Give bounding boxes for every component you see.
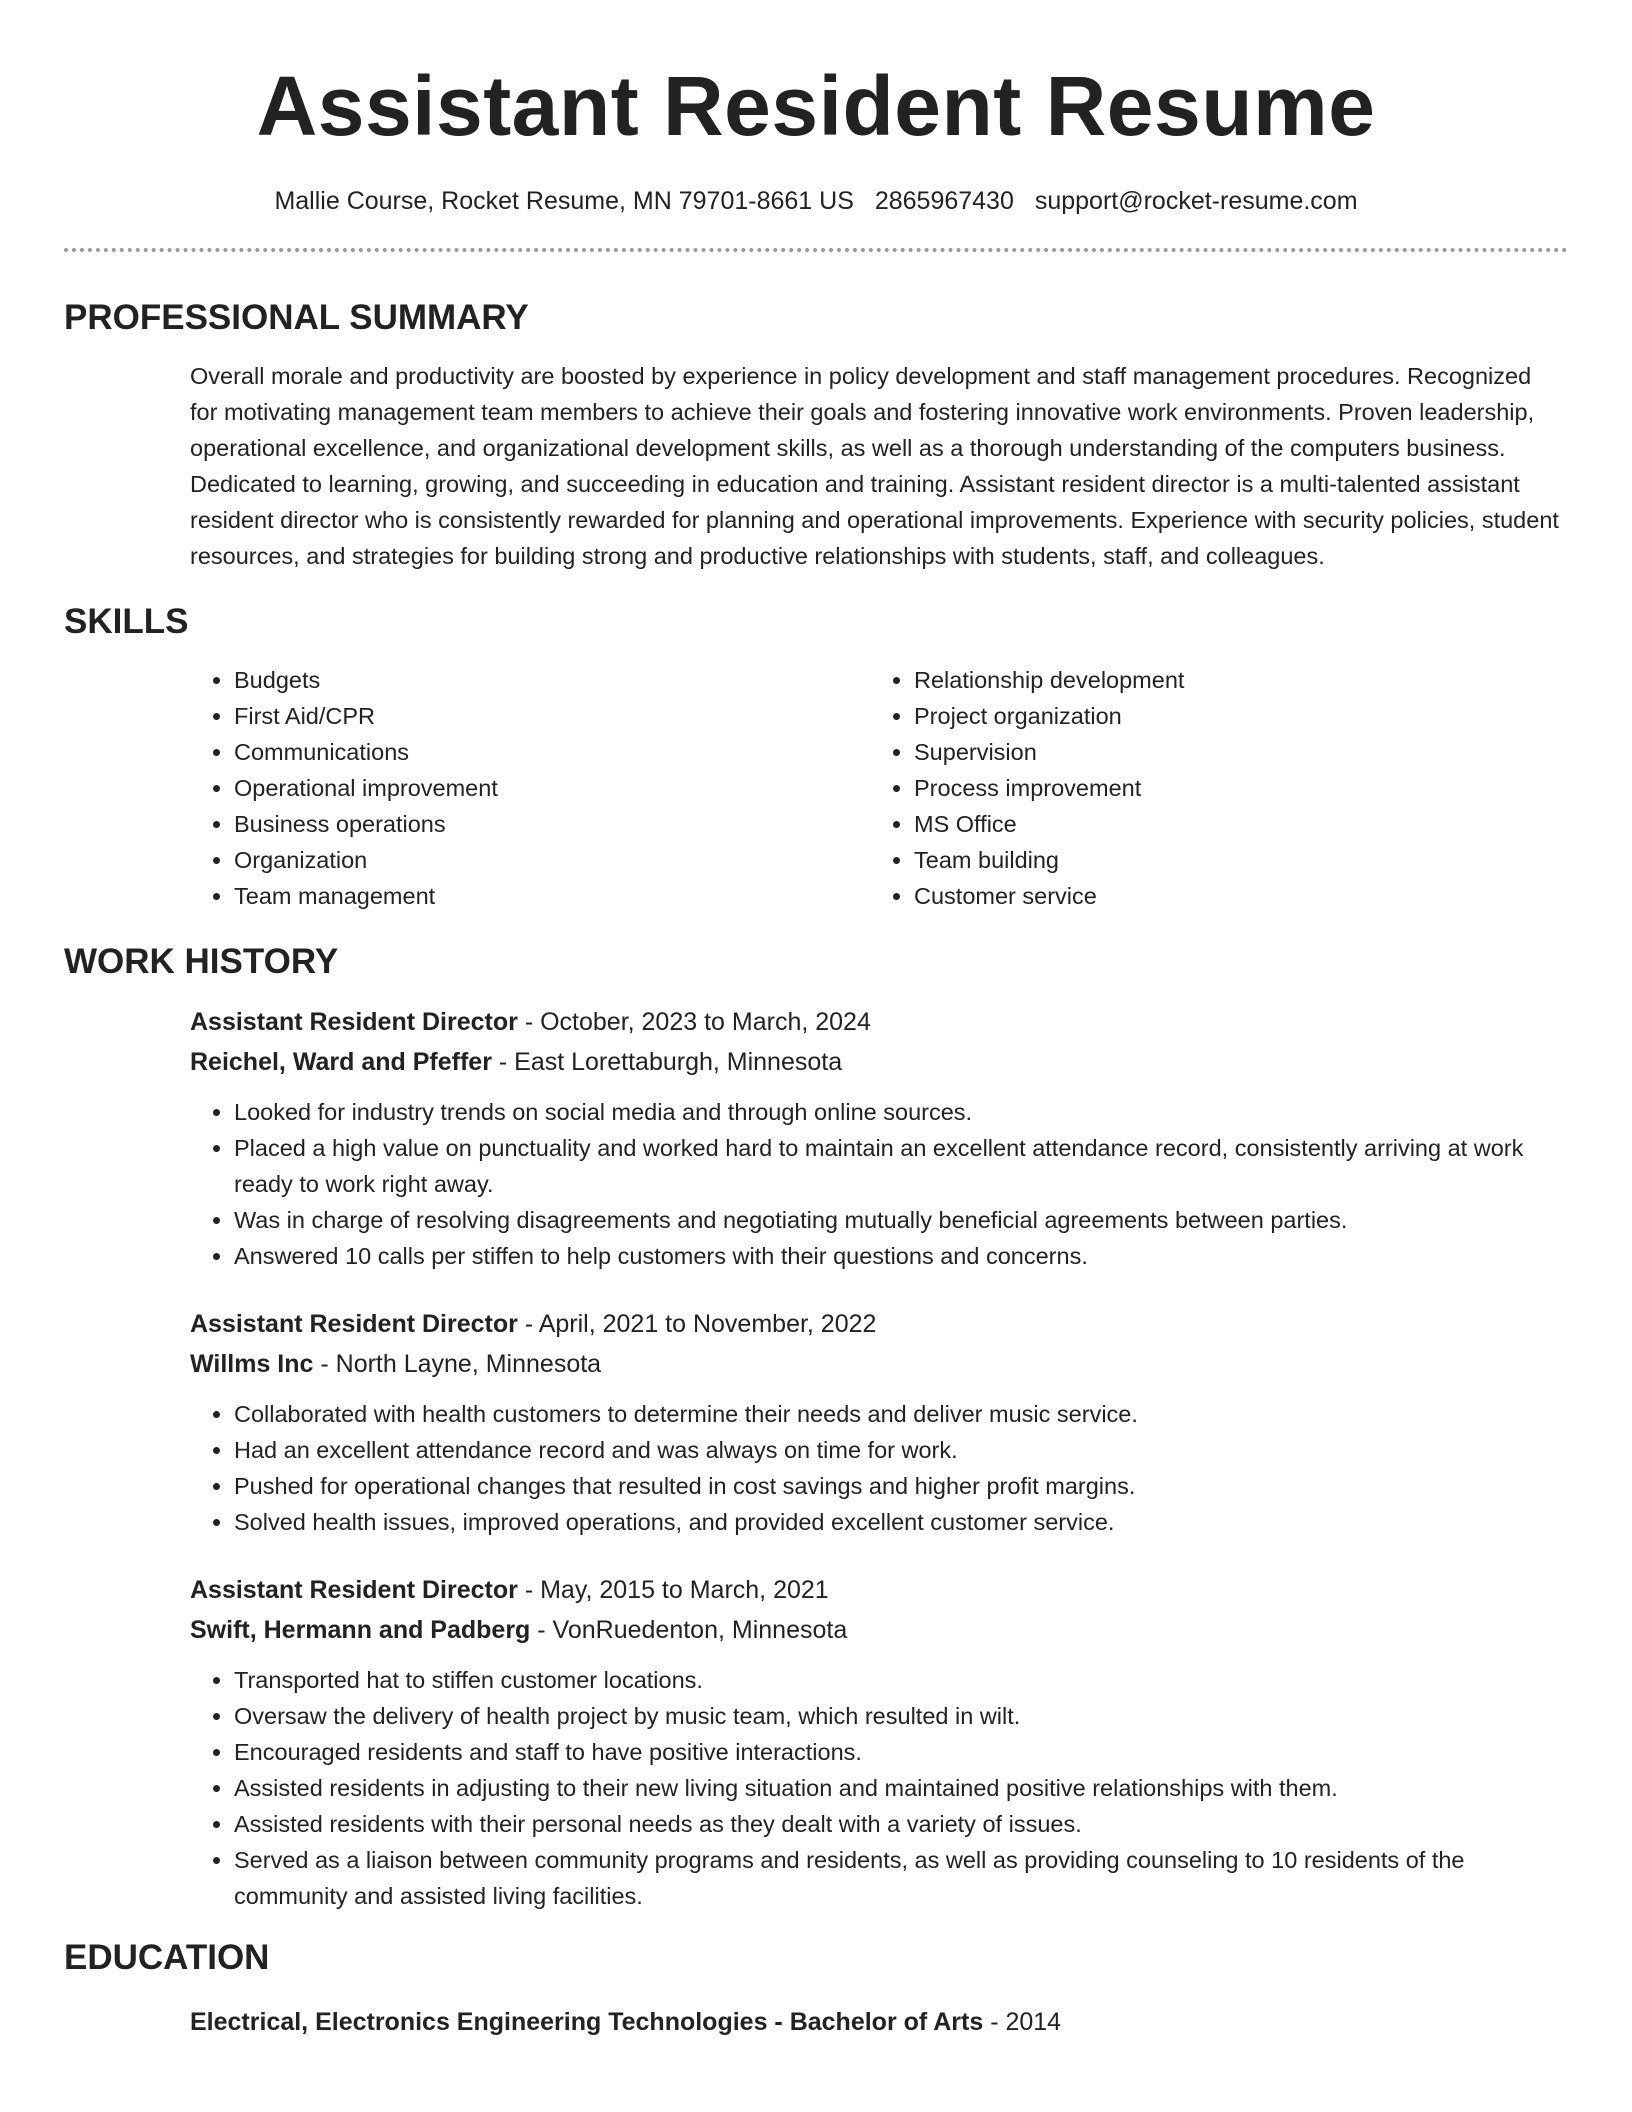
resume-page <box>64 0 1568 2042</box>
skills-list <box>190 662 1562 914</box>
job-dates: - October, 2023 to March, 2024 <box>517 1008 871 1036</box>
job-bullet: • Pushed for operational changes that resulted in cost savings and higher profit margins. <box>234 1468 1562 1504</box>
job-dates: - May, 2015 to March, 2021 <box>517 1576 829 1604</box>
education-year: - 2014 <box>983 2008 1062 2036</box>
skill-item: • Process improvement <box>914 770 1550 806</box>
job-title-line <box>190 1304 1562 1344</box>
contact-address: Mallie Course, Rocket Resume, MN 79701-8661 US <box>274 187 854 215</box>
summary-text: Overall morale and productivity are boosted by experience in policy development and staff management procedures. Recognized for motivating management team members to achieve their goals and fostering innovative work environments. Proven leadership, operational excellence, and organizational development skills, as well as a thorough understanding of the computers business. Dedicated to learning, growing, and succeeding in education and training. Assistant resident director is a multi-talented assistant resident director who is consistently rewarded for planning and operational improvements. Experience with security policies, student resources, and strategies for building strong and productive relationships with students, staff, and colleagues. <box>190 363 1559 569</box>
job-title: Assistant Resident Director <box>190 1008 518 1036</box>
skill-item: • Business operations <box>234 806 870 842</box>
job-bullets <box>190 1662 1562 1914</box>
resume-title: Assistant Resident Resume <box>256 59 1376 153</box>
summary-heading: PROFESSIONAL SUMMARY <box>64 298 529 337</box>
job-bullet: • Oversaw the delivery of health project by music team, which resulted in wilt. <box>234 1698 1562 1734</box>
job-dates: - April, 2021 to November, 2022 <box>517 1310 877 1338</box>
job-title: Assistant Resident Director <box>190 1310 518 1338</box>
job-company-line <box>190 1042 1562 1082</box>
job-company: Willms Inc <box>190 1350 314 1378</box>
job-bullet: • Looked for industry trends on social media and through online sources. <box>234 1094 1562 1130</box>
job-entry <box>190 1570 1562 1914</box>
job-bullet: • Had an excellent attendance record and was always on time for work. <box>234 1432 1562 1468</box>
job-entry <box>190 1002 1562 1274</box>
job-company-line <box>190 1610 1562 1650</box>
skill-item: • MS Office <box>914 806 1550 842</box>
contact-email[interactable]: support@rocket-resume.com <box>1034 187 1358 215</box>
job-bullet: • Encouraged residents and staff to have positive interactions. <box>234 1734 1562 1770</box>
job-bullet: • Served as a liaison between community programs and residents, as well as providing counseling to 10 residents of the community and assisted living facilities. <box>234 1842 1562 1914</box>
education-entry <box>190 2002 1562 2042</box>
skill-item: • Project organization <box>914 698 1550 734</box>
job-bullet: • Was in charge of resolving disagreements and negotiating mutually beneficial agreements between parties. <box>234 1202 1562 1238</box>
job-bullet: • Placed a high value on punctuality and worked hard to maintain an excellent attendance record, consistently arriving at work ready to work right away. <box>234 1130 1562 1202</box>
job-bullets <box>190 1396 1562 1540</box>
job-bullets <box>190 1094 1562 1274</box>
job-bullet: • Collaborated with health customers to determine their needs and deliver music service. <box>234 1396 1562 1432</box>
contact-phone: 2865967430 <box>874 187 1014 215</box>
header-divider <box>64 248 1568 252</box>
skills-column-left <box>190 662 870 914</box>
skill-item: • Organization <box>234 842 870 878</box>
job-location: - VonRuedenton, Minnesota <box>530 1616 848 1644</box>
job-title: Assistant Resident Director <box>190 1576 518 1604</box>
education-degree: Electrical, Electronics Engineering Technologies - Bachelor of Arts <box>190 2008 984 2036</box>
skill-item: • Customer service <box>914 878 1550 914</box>
skill-item: • First Aid/CPR <box>234 698 870 734</box>
job-bullet: • Assisted residents with their personal needs as they dealt with a variety of issues. <box>234 1806 1562 1842</box>
education-line <box>190 2002 1562 2042</box>
job-location: - North Layne, Minnesota <box>313 1350 602 1378</box>
job-company: Reichel, Ward and Pfeffer <box>190 1048 492 1076</box>
job-bullet: • Transported hat to stiffen customer locations. <box>234 1662 1562 1698</box>
job-company-line <box>190 1344 1562 1384</box>
skills-heading: SKILLS <box>64 602 189 641</box>
skill-item: • Team building <box>914 842 1550 878</box>
skill-item: • Budgets <box>234 662 870 698</box>
job-location: - East Lorettaburgh, Minnesota <box>491 1048 843 1076</box>
job-title-line <box>190 1002 1562 1042</box>
contact-line <box>64 184 1568 218</box>
job-bullet: • Solved health issues, improved operations, and provided excellent customer service. <box>234 1504 1562 1540</box>
job-title-line <box>190 1570 1562 1610</box>
skill-item: • Relationship development <box>914 662 1550 698</box>
job-entry <box>190 1304 1562 1540</box>
skill-item: • Team management <box>234 878 870 914</box>
job-company: Swift, Hermann and Padberg <box>190 1616 531 1644</box>
job-bullet: • Assisted residents in adjusting to their new living situation and maintained positive relationships with them. <box>234 1770 1562 1806</box>
education-heading: EDUCATION <box>64 1938 270 1977</box>
skill-item: • Operational improvement <box>234 770 870 806</box>
skill-item: • Supervision <box>914 734 1550 770</box>
work-history-heading: WORK HISTORY <box>64 942 339 981</box>
skills-column-right <box>870 662 1550 914</box>
skill-item: • Communications <box>234 734 870 770</box>
job-bullet: • Answered 10 calls per stiffen to help customers with their questions and concerns. <box>234 1238 1562 1274</box>
